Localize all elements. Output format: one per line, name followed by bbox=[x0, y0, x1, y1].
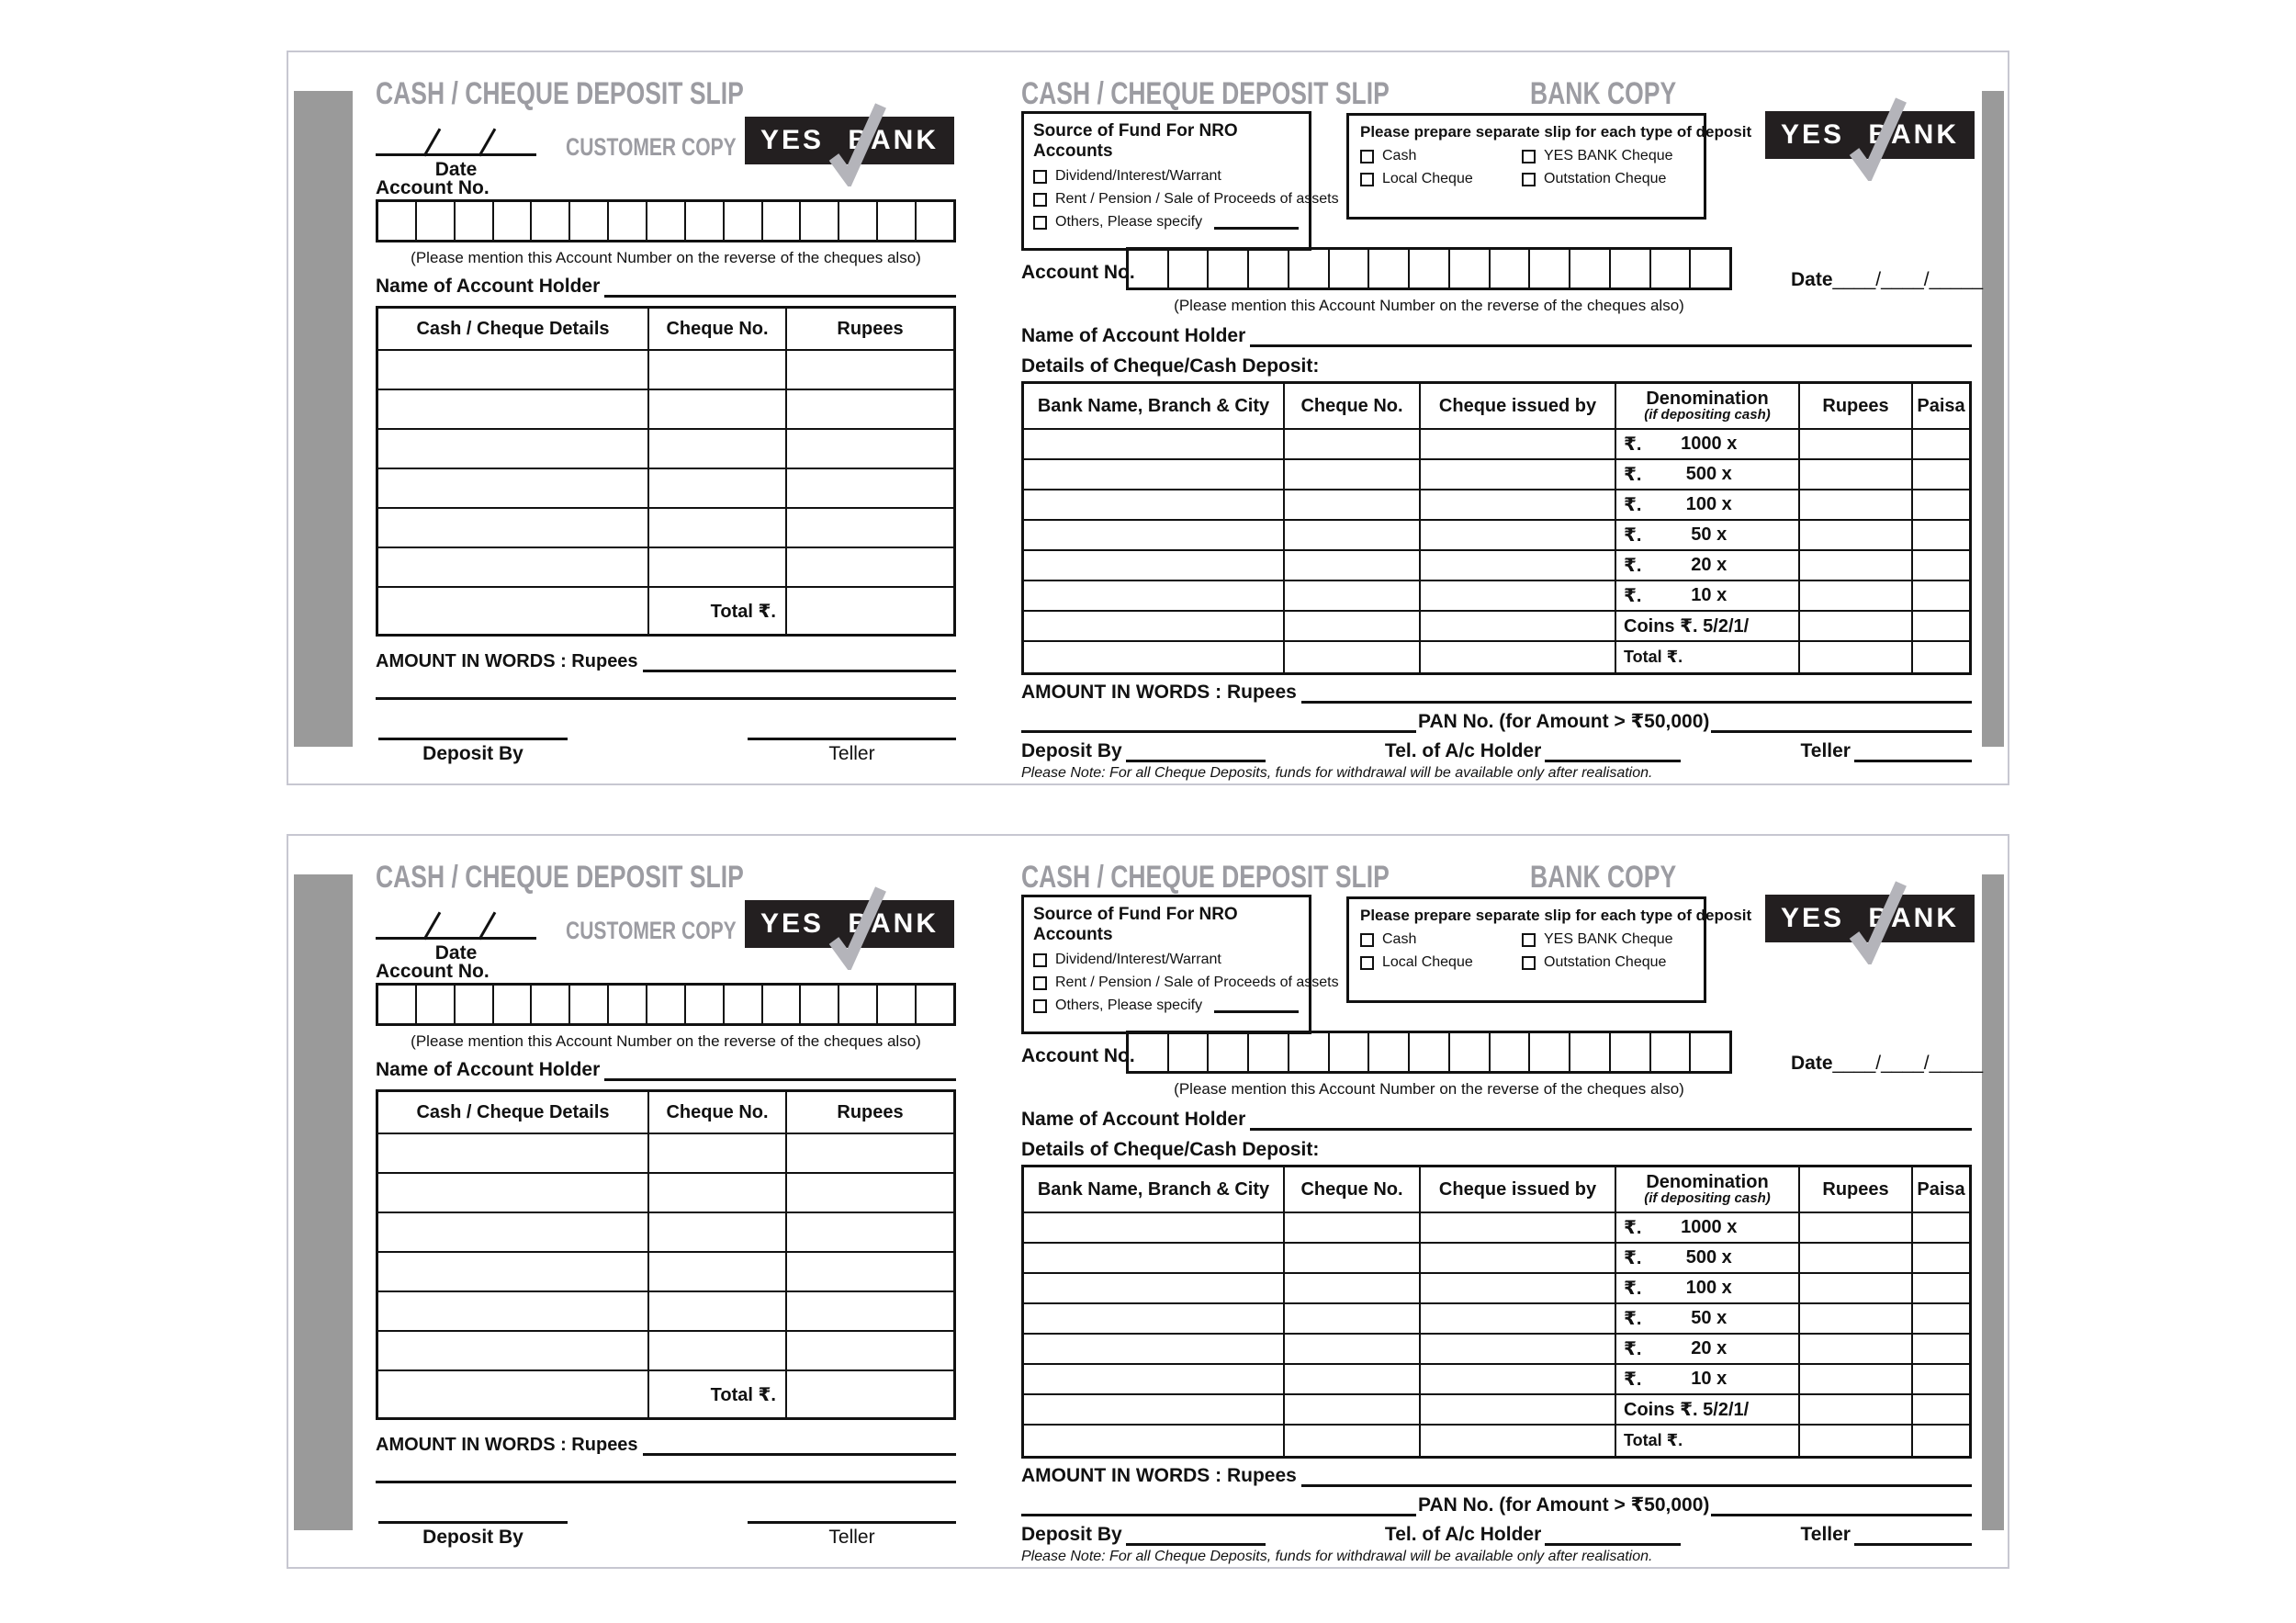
option-others: Others, Please specify bbox=[1033, 997, 1300, 1014]
deposit-by-label: Deposit By bbox=[422, 743, 523, 764]
checkbox-icon bbox=[1033, 193, 1047, 207]
date-field bbox=[1791, 269, 1983, 291]
rupee-symbol: ₹. bbox=[1624, 434, 1642, 455]
account-digit-cell bbox=[917, 202, 953, 240]
coins-label: Coins ₹. 5/2/1/ bbox=[1616, 1395, 1800, 1426]
source-of-fund-box bbox=[1021, 111, 1339, 251]
name-blank-line bbox=[604, 1056, 956, 1081]
name-blank-line bbox=[1250, 322, 1972, 347]
name-of-account-holder bbox=[376, 1056, 956, 1081]
empty-rows bbox=[378, 1134, 953, 1371]
name-of-account-holder bbox=[376, 273, 956, 298]
date-slash-icon bbox=[423, 912, 442, 941]
name-label: Name of Account Holder bbox=[376, 1059, 601, 1080]
option-dividend: Dividend/Interest/Warrant bbox=[1033, 168, 1300, 185]
account-digit-cell bbox=[763, 202, 802, 240]
deposit-slip-sheet bbox=[287, 51, 2009, 785]
table-header-row bbox=[378, 309, 953, 351]
rupee-symbol: ₹. bbox=[1624, 556, 1642, 576]
account-digit-cell bbox=[1651, 250, 1692, 287]
table-row bbox=[378, 1253, 953, 1292]
account-digit-cell bbox=[725, 986, 763, 1023]
logo-bank-text: BANK bbox=[1868, 119, 1959, 150]
col-paisa: Paisa bbox=[1913, 1167, 1969, 1213]
table-row bbox=[378, 430, 953, 469]
binding-strip-left bbox=[294, 91, 353, 747]
account-digit-cell bbox=[1611, 1033, 1651, 1071]
customer-slip-title: CASH / CHEQUE DEPOSIT SLIP bbox=[376, 860, 744, 895]
cash-cheque-table bbox=[376, 306, 956, 637]
date-field bbox=[1791, 1053, 1983, 1075]
date-blank: ____/____/_____ bbox=[1832, 269, 1984, 290]
account-number-boxes bbox=[1126, 247, 1732, 290]
rupee-symbol: ₹. bbox=[1624, 1369, 1642, 1390]
account-digit-cell bbox=[1450, 250, 1491, 287]
pan-row bbox=[1021, 708, 1972, 733]
table-row bbox=[378, 1174, 953, 1213]
logo-bank-text: BANK bbox=[1868, 903, 1959, 933]
logo-bank-text: BANK bbox=[848, 908, 939, 939]
account-digit-cell bbox=[763, 986, 802, 1023]
checkbox-icon bbox=[1360, 933, 1374, 947]
account-digit-cell bbox=[1129, 1033, 1169, 1071]
deposit-slip-sheet bbox=[287, 834, 2009, 1569]
account-digit-cell bbox=[1691, 250, 1729, 287]
account-digit-cell bbox=[456, 202, 494, 240]
table-row-500: ₹. 500 x bbox=[1024, 1244, 1969, 1274]
col-cash-cheque-details: Cash / Cheque Details bbox=[378, 309, 649, 351]
account-digit-cell bbox=[1249, 1033, 1289, 1071]
col-rupees: Rupees bbox=[787, 1092, 953, 1134]
account-digit-cell bbox=[1530, 1033, 1570, 1071]
table-row bbox=[378, 548, 953, 588]
checkbox-icon bbox=[1360, 150, 1374, 163]
teller-label: Teller bbox=[828, 1527, 875, 1548]
date-label: Date bbox=[1791, 269, 1833, 290]
table-row-500: ₹. 500 x bbox=[1024, 460, 1969, 490]
logo-yes-text: YES bbox=[1781, 903, 1845, 933]
coins-label: Coins ₹. 5/2/1/ bbox=[1616, 612, 1800, 642]
checkbox-icon bbox=[1522, 173, 1536, 186]
account-number-boxes bbox=[1126, 1031, 1732, 1074]
option-dividend: Dividend/Interest/Warrant bbox=[1033, 952, 1300, 968]
logo-tick-icon bbox=[1848, 96, 1908, 181]
account-number-boxes bbox=[376, 983, 956, 1026]
empty-rows bbox=[378, 351, 953, 588]
account-digit-cell bbox=[801, 986, 839, 1023]
account-digit-cell bbox=[839, 986, 878, 1023]
account-digit-cell bbox=[647, 202, 686, 240]
name-blank-line bbox=[604, 273, 956, 298]
source-of-fund-title: Source of Fund For NRO Accounts bbox=[1033, 905, 1238, 944]
account-digit-cell bbox=[878, 202, 917, 240]
table-row bbox=[378, 351, 953, 390]
col-cheque-issued-by: Cheque issued by bbox=[1421, 1167, 1616, 1213]
option-rent-pension: Rent / Pension / Sale of Proceeds of assets bbox=[1033, 191, 1300, 208]
col-rupees: Rupees bbox=[1800, 384, 1913, 430]
col-bank-name: Bank Name, Branch & City bbox=[1024, 384, 1285, 430]
tel-of-ac-holder-field: Tel. of A/c Holder bbox=[1385, 738, 1681, 762]
option-local-cheque: Local Cheque bbox=[1360, 171, 1518, 187]
rupee-symbol: ₹. bbox=[1624, 1339, 1642, 1359]
details-heading: Details of Cheque/Cash Deposit: bbox=[1021, 355, 1320, 377]
account-digit-cell bbox=[1209, 250, 1249, 287]
checkbox-icon bbox=[1033, 953, 1047, 967]
yes-bank-logo bbox=[745, 117, 954, 164]
signature-row bbox=[1021, 738, 1972, 762]
name-of-account-holder bbox=[1021, 1106, 1972, 1131]
table-row bbox=[378, 469, 953, 509]
table-row-10: ₹. 10 x bbox=[1024, 581, 1969, 612]
checkbox-icon bbox=[1522, 150, 1536, 163]
account-digit-cell bbox=[1369, 250, 1410, 287]
deposit-type-title: Please prepare separate slip for each type of deposit bbox=[1360, 123, 1752, 141]
amount-in-words bbox=[376, 1431, 956, 1456]
option-outstation-cheque: Outstation Cheque bbox=[1522, 954, 1693, 971]
amount-blank-line bbox=[1301, 679, 1972, 704]
account-digit-cell bbox=[1169, 1033, 1210, 1071]
account-digit-cell bbox=[1450, 1033, 1491, 1071]
tel-of-ac-holder-field: Tel. of A/c Holder bbox=[1385, 1521, 1681, 1546]
table-row bbox=[378, 1292, 953, 1332]
name-label: Name of Account Holder bbox=[1021, 325, 1246, 346]
customer-slip-title: CASH / CHEQUE DEPOSIT SLIP bbox=[376, 76, 744, 111]
total-label: Total ₹. bbox=[649, 588, 787, 634]
account-note: (Please mention this Account Number on the reverse of the cheques also) bbox=[1174, 297, 1684, 314]
name-label: Name of Account Holder bbox=[376, 276, 601, 297]
col-paisa: Paisa bbox=[1913, 384, 1969, 430]
logo-tick-icon bbox=[827, 885, 888, 970]
total-row bbox=[378, 1371, 953, 1417]
realisation-note: Please Note: For all Cheque Deposits, funds for withdrawal will be available only after realisation. bbox=[1021, 1549, 1653, 1564]
pan-label: PAN No. (for Amount > ₹50,000) bbox=[1418, 711, 1710, 732]
account-digit-cell bbox=[839, 202, 878, 240]
checkbox-icon bbox=[1522, 956, 1536, 970]
account-digit-cell bbox=[1330, 1033, 1370, 1071]
col-denomination: Denomination (if depositing cash) bbox=[1616, 384, 1800, 430]
total-row bbox=[378, 588, 953, 634]
others-specify-line bbox=[1214, 216, 1299, 230]
rupee-symbol: ₹. bbox=[1624, 495, 1642, 515]
table-row-20: ₹. 20 x bbox=[1024, 1335, 1969, 1365]
option-local-cheque: Local Cheque bbox=[1360, 954, 1518, 971]
amount-words-second-line bbox=[1021, 1492, 1416, 1516]
deposit-type-box bbox=[1346, 896, 1752, 1003]
logo-tick-icon bbox=[827, 102, 888, 186]
account-digit-cell bbox=[917, 986, 953, 1023]
name-label: Name of Account Holder bbox=[1021, 1109, 1246, 1130]
deposit-by-label: Deposit By bbox=[422, 1527, 523, 1548]
account-digit-cell bbox=[878, 986, 917, 1023]
pan-row bbox=[1021, 1492, 1972, 1516]
option-others: Others, Please specify bbox=[1033, 214, 1300, 231]
table-row bbox=[378, 509, 953, 548]
logo-yes-text: YES bbox=[760, 125, 825, 155]
table-header-row bbox=[378, 1092, 953, 1134]
logo-yes-text: YES bbox=[760, 908, 825, 939]
teller-label: Teller bbox=[828, 743, 875, 764]
amount-in-words bbox=[1021, 679, 1972, 704]
account-digit-cell bbox=[686, 202, 725, 240]
account-digit-cell bbox=[609, 986, 647, 1023]
col-bank-name: Bank Name, Branch & City bbox=[1024, 1167, 1285, 1213]
account-digit-cell bbox=[378, 202, 417, 240]
account-digit-cell bbox=[1330, 250, 1370, 287]
deposit-type-title: Please prepare separate slip for each type of deposit bbox=[1360, 907, 1752, 924]
checkbox-icon bbox=[1033, 999, 1047, 1013]
date-slash-icon bbox=[423, 129, 442, 157]
account-digit-cell bbox=[532, 202, 570, 240]
account-digit-cell bbox=[1129, 250, 1169, 287]
account-number-boxes bbox=[376, 199, 956, 242]
rupee-symbol: ₹. bbox=[1624, 465, 1642, 485]
table-row-20: ₹. 20 x bbox=[1024, 551, 1969, 581]
source-of-fund-box bbox=[1021, 895, 1339, 1034]
account-digit-cell bbox=[494, 986, 533, 1023]
bank-slip-title: CASH / CHEQUE DEPOSIT SLIP bbox=[1021, 76, 1390, 111]
option-yes-bank-cheque: YES BANK Cheque bbox=[1522, 148, 1693, 164]
account-digit-cell bbox=[725, 202, 763, 240]
pan-blank-line bbox=[1711, 708, 1972, 733]
yes-bank-logo bbox=[1765, 895, 1975, 942]
col-cheque-no: Cheque No. bbox=[649, 309, 787, 351]
account-no-label: Account No. bbox=[1021, 1045, 1135, 1066]
account-digit-cell bbox=[1570, 1033, 1611, 1071]
account-note: (Please mention this Account Number on the reverse of the cheques also) bbox=[1174, 1080, 1684, 1098]
account-note: (Please mention this Account Number on the reverse of the cheques also) bbox=[411, 1032, 921, 1050]
account-no-label: Account No. bbox=[376, 961, 490, 982]
bank-copy-label: BANK COPY bbox=[1530, 860, 1677, 895]
table-row-1000: ₹. 1000 x bbox=[1024, 1213, 1969, 1244]
account-digit-cell bbox=[532, 986, 570, 1023]
checkbox-icon bbox=[1033, 976, 1047, 990]
date-label: Date bbox=[1791, 1053, 1833, 1074]
yes-bank-logo bbox=[745, 900, 954, 948]
account-digit-cell bbox=[1651, 1033, 1692, 1071]
deposit-by-line bbox=[1126, 1521, 1266, 1546]
option-cash: Cash bbox=[1360, 148, 1518, 164]
amount-words-second-line bbox=[1021, 708, 1416, 733]
details-heading: Details of Cheque/Cash Deposit: bbox=[1021, 1139, 1320, 1160]
binding-strip-right bbox=[1982, 874, 2004, 1530]
amount-words-second-line bbox=[376, 1453, 956, 1483]
amount-blank-line bbox=[643, 648, 956, 672]
account-digit-cell bbox=[1410, 250, 1450, 287]
account-digit-cell bbox=[686, 986, 725, 1023]
account-digit-cell bbox=[1410, 1033, 1450, 1071]
binding-strip-right bbox=[1982, 91, 2004, 747]
teller-signature-line bbox=[748, 712, 956, 740]
account-digit-cell bbox=[494, 202, 533, 240]
logo-yes-text: YES bbox=[1781, 119, 1845, 150]
account-digit-cell bbox=[417, 986, 456, 1023]
table-row bbox=[378, 1213, 953, 1253]
amount-in-words-label: AMOUNT IN WORDS : Rupees bbox=[1021, 1465, 1297, 1486]
rupee-symbol: ₹. bbox=[1624, 1309, 1642, 1329]
account-no-label: Account No. bbox=[1021, 262, 1135, 283]
account-digit-cell bbox=[1491, 1033, 1531, 1071]
account-digit-cell bbox=[1369, 1033, 1410, 1071]
account-digit-cell bbox=[1530, 250, 1570, 287]
teller-signature-line bbox=[748, 1495, 956, 1524]
total-label: Total ₹. bbox=[649, 1371, 787, 1417]
rupee-symbol: ₹. bbox=[1624, 1218, 1642, 1238]
table-row-coins bbox=[1024, 612, 1969, 642]
total-label: Total ₹. bbox=[1616, 1426, 1800, 1456]
table-row-total bbox=[1024, 1426, 1969, 1456]
signature-row bbox=[1021, 1521, 1972, 1546]
date-label: Date bbox=[434, 942, 478, 964]
deposit-by-field: Deposit By bbox=[1021, 738, 1266, 762]
cash-cheque-table bbox=[376, 1089, 956, 1420]
checkbox-icon bbox=[1033, 170, 1047, 184]
deposit-details-table bbox=[1021, 381, 1972, 675]
table-row bbox=[378, 390, 953, 430]
account-digit-cell bbox=[1249, 250, 1289, 287]
customer-copy-label: CUSTOMER COPY bbox=[566, 133, 737, 161]
rupee-symbol: ₹. bbox=[1624, 1279, 1642, 1299]
amount-blank-line bbox=[1301, 1462, 1972, 1487]
account-digit-cell bbox=[1169, 250, 1210, 287]
amount-blank-line bbox=[643, 1431, 956, 1456]
table-row-1000: ₹. 1000 x bbox=[1024, 430, 1969, 460]
account-digit-cell bbox=[1691, 1033, 1729, 1071]
total-label: Total ₹. bbox=[1616, 642, 1800, 672]
yes-bank-logo bbox=[1765, 111, 1975, 159]
account-digit-cell bbox=[456, 986, 494, 1023]
col-cheque-no: Cheque No. bbox=[1285, 1167, 1421, 1213]
account-digit-cell bbox=[570, 202, 609, 240]
date-label: Date bbox=[434, 159, 478, 180]
table-row-10: ₹. 10 x bbox=[1024, 1365, 1969, 1395]
deposit-details-table bbox=[1021, 1165, 1972, 1459]
table-row-coins bbox=[1024, 1395, 1969, 1426]
date-slash-icon bbox=[478, 129, 497, 157]
amount-in-words-label: AMOUNT IN WORDS : Rupees bbox=[376, 651, 638, 671]
col-cash-cheque-details: Cash / Cheque Details bbox=[378, 1092, 649, 1134]
col-cheque-issued-by: Cheque issued by bbox=[1421, 384, 1616, 430]
rupee-symbol: ₹. bbox=[1624, 1248, 1642, 1268]
checkbox-icon bbox=[1033, 216, 1047, 230]
amount-in-words bbox=[376, 648, 956, 672]
table-row-total bbox=[1024, 642, 1969, 672]
source-of-fund-title: Source of Fund For NRO Accounts bbox=[1033, 121, 1238, 161]
col-denomination: Denomination (if depositing cash) bbox=[1616, 1167, 1800, 1213]
account-digit-cell bbox=[1491, 250, 1531, 287]
account-digit-cell bbox=[609, 202, 647, 240]
account-no-label: Account No. bbox=[376, 177, 490, 198]
amount-words-second-line bbox=[376, 670, 956, 700]
binding-strip-left bbox=[294, 874, 353, 1530]
date-slash-icon bbox=[478, 912, 497, 941]
account-digit-cell bbox=[1611, 250, 1651, 287]
account-digit-cell bbox=[1289, 250, 1330, 287]
teller-field: Teller bbox=[1801, 1521, 1972, 1546]
checkbox-icon bbox=[1522, 933, 1536, 947]
deposit-by-signature-line bbox=[378, 1495, 568, 1524]
table-row bbox=[378, 1332, 953, 1371]
account-note: (Please mention this Account Number on the reverse of the cheques also) bbox=[411, 249, 921, 266]
logo-tick-icon bbox=[1848, 880, 1908, 964]
teller-field: Teller bbox=[1801, 738, 1972, 762]
account-digit-cell bbox=[1209, 1033, 1249, 1071]
col-cheque-no: Cheque No. bbox=[1285, 384, 1421, 430]
others-specify-line bbox=[1214, 999, 1299, 1013]
table-header-row bbox=[1024, 1167, 1969, 1213]
teller-line bbox=[1854, 738, 1972, 762]
account-digit-cell bbox=[801, 202, 839, 240]
customer-copy-label: CUSTOMER COPY bbox=[566, 917, 737, 944]
table-row-50: ₹. 50 x bbox=[1024, 1304, 1969, 1335]
rupee-symbol: ₹. bbox=[1624, 586, 1642, 606]
account-digit-cell bbox=[1570, 250, 1611, 287]
date-blank: ____/____/_____ bbox=[1832, 1053, 1984, 1074]
amount-in-words bbox=[1021, 1462, 1972, 1487]
option-outstation-cheque: Outstation Cheque bbox=[1522, 171, 1693, 187]
date-line bbox=[376, 904, 536, 940]
deposit-by-signature-line bbox=[378, 712, 568, 740]
deposit-type-box bbox=[1346, 113, 1752, 220]
table-row-100: ₹. 100 x bbox=[1024, 1274, 1969, 1304]
account-digit-cell bbox=[570, 986, 609, 1023]
option-rent-pension: Rent / Pension / Sale of Proceeds of assets bbox=[1033, 975, 1300, 991]
checkbox-icon bbox=[1360, 173, 1374, 186]
tel-line bbox=[1545, 1521, 1681, 1546]
table-row-50: ₹. 50 x bbox=[1024, 521, 1969, 551]
option-yes-bank-cheque: YES BANK Cheque bbox=[1522, 931, 1693, 948]
date-line bbox=[376, 120, 536, 156]
col-rupees: Rupees bbox=[1800, 1167, 1913, 1213]
pan-blank-line bbox=[1711, 1492, 1972, 1516]
deposit-by-line bbox=[1126, 738, 1266, 762]
account-digit-cell bbox=[417, 202, 456, 240]
table-header-row bbox=[1024, 384, 1969, 430]
account-digit-cell bbox=[378, 986, 417, 1023]
logo-bank-text: BANK bbox=[848, 125, 939, 155]
tel-line bbox=[1545, 738, 1681, 762]
option-cash: Cash bbox=[1360, 931, 1518, 948]
pan-label: PAN No. (for Amount > ₹50,000) bbox=[1418, 1494, 1710, 1516]
account-digit-cell bbox=[1289, 1033, 1330, 1071]
amount-in-words-label: AMOUNT IN WORDS : Rupees bbox=[376, 1435, 638, 1455]
deposit-by-field: Deposit By bbox=[1021, 1521, 1266, 1546]
col-cheque-no: Cheque No. bbox=[649, 1092, 787, 1134]
amount-in-words-label: AMOUNT IN WORDS : Rupees bbox=[1021, 682, 1297, 703]
col-rupees: Rupees bbox=[787, 309, 953, 351]
bank-copy-label: BANK COPY bbox=[1530, 76, 1677, 111]
bank-slip-title: CASH / CHEQUE DEPOSIT SLIP bbox=[1021, 860, 1390, 895]
name-of-account-holder bbox=[1021, 322, 1972, 347]
rupee-symbol: ₹. bbox=[1624, 525, 1642, 546]
name-blank-line bbox=[1250, 1106, 1972, 1131]
table-row-100: ₹. 100 x bbox=[1024, 490, 1969, 521]
realisation-note: Please Note: For all Cheque Deposits, funds for withdrawal will be available only after realisation. bbox=[1021, 765, 1653, 781]
account-digit-cell bbox=[647, 986, 686, 1023]
table-row bbox=[378, 1134, 953, 1174]
teller-line bbox=[1854, 1521, 1972, 1546]
checkbox-icon bbox=[1360, 956, 1374, 970]
